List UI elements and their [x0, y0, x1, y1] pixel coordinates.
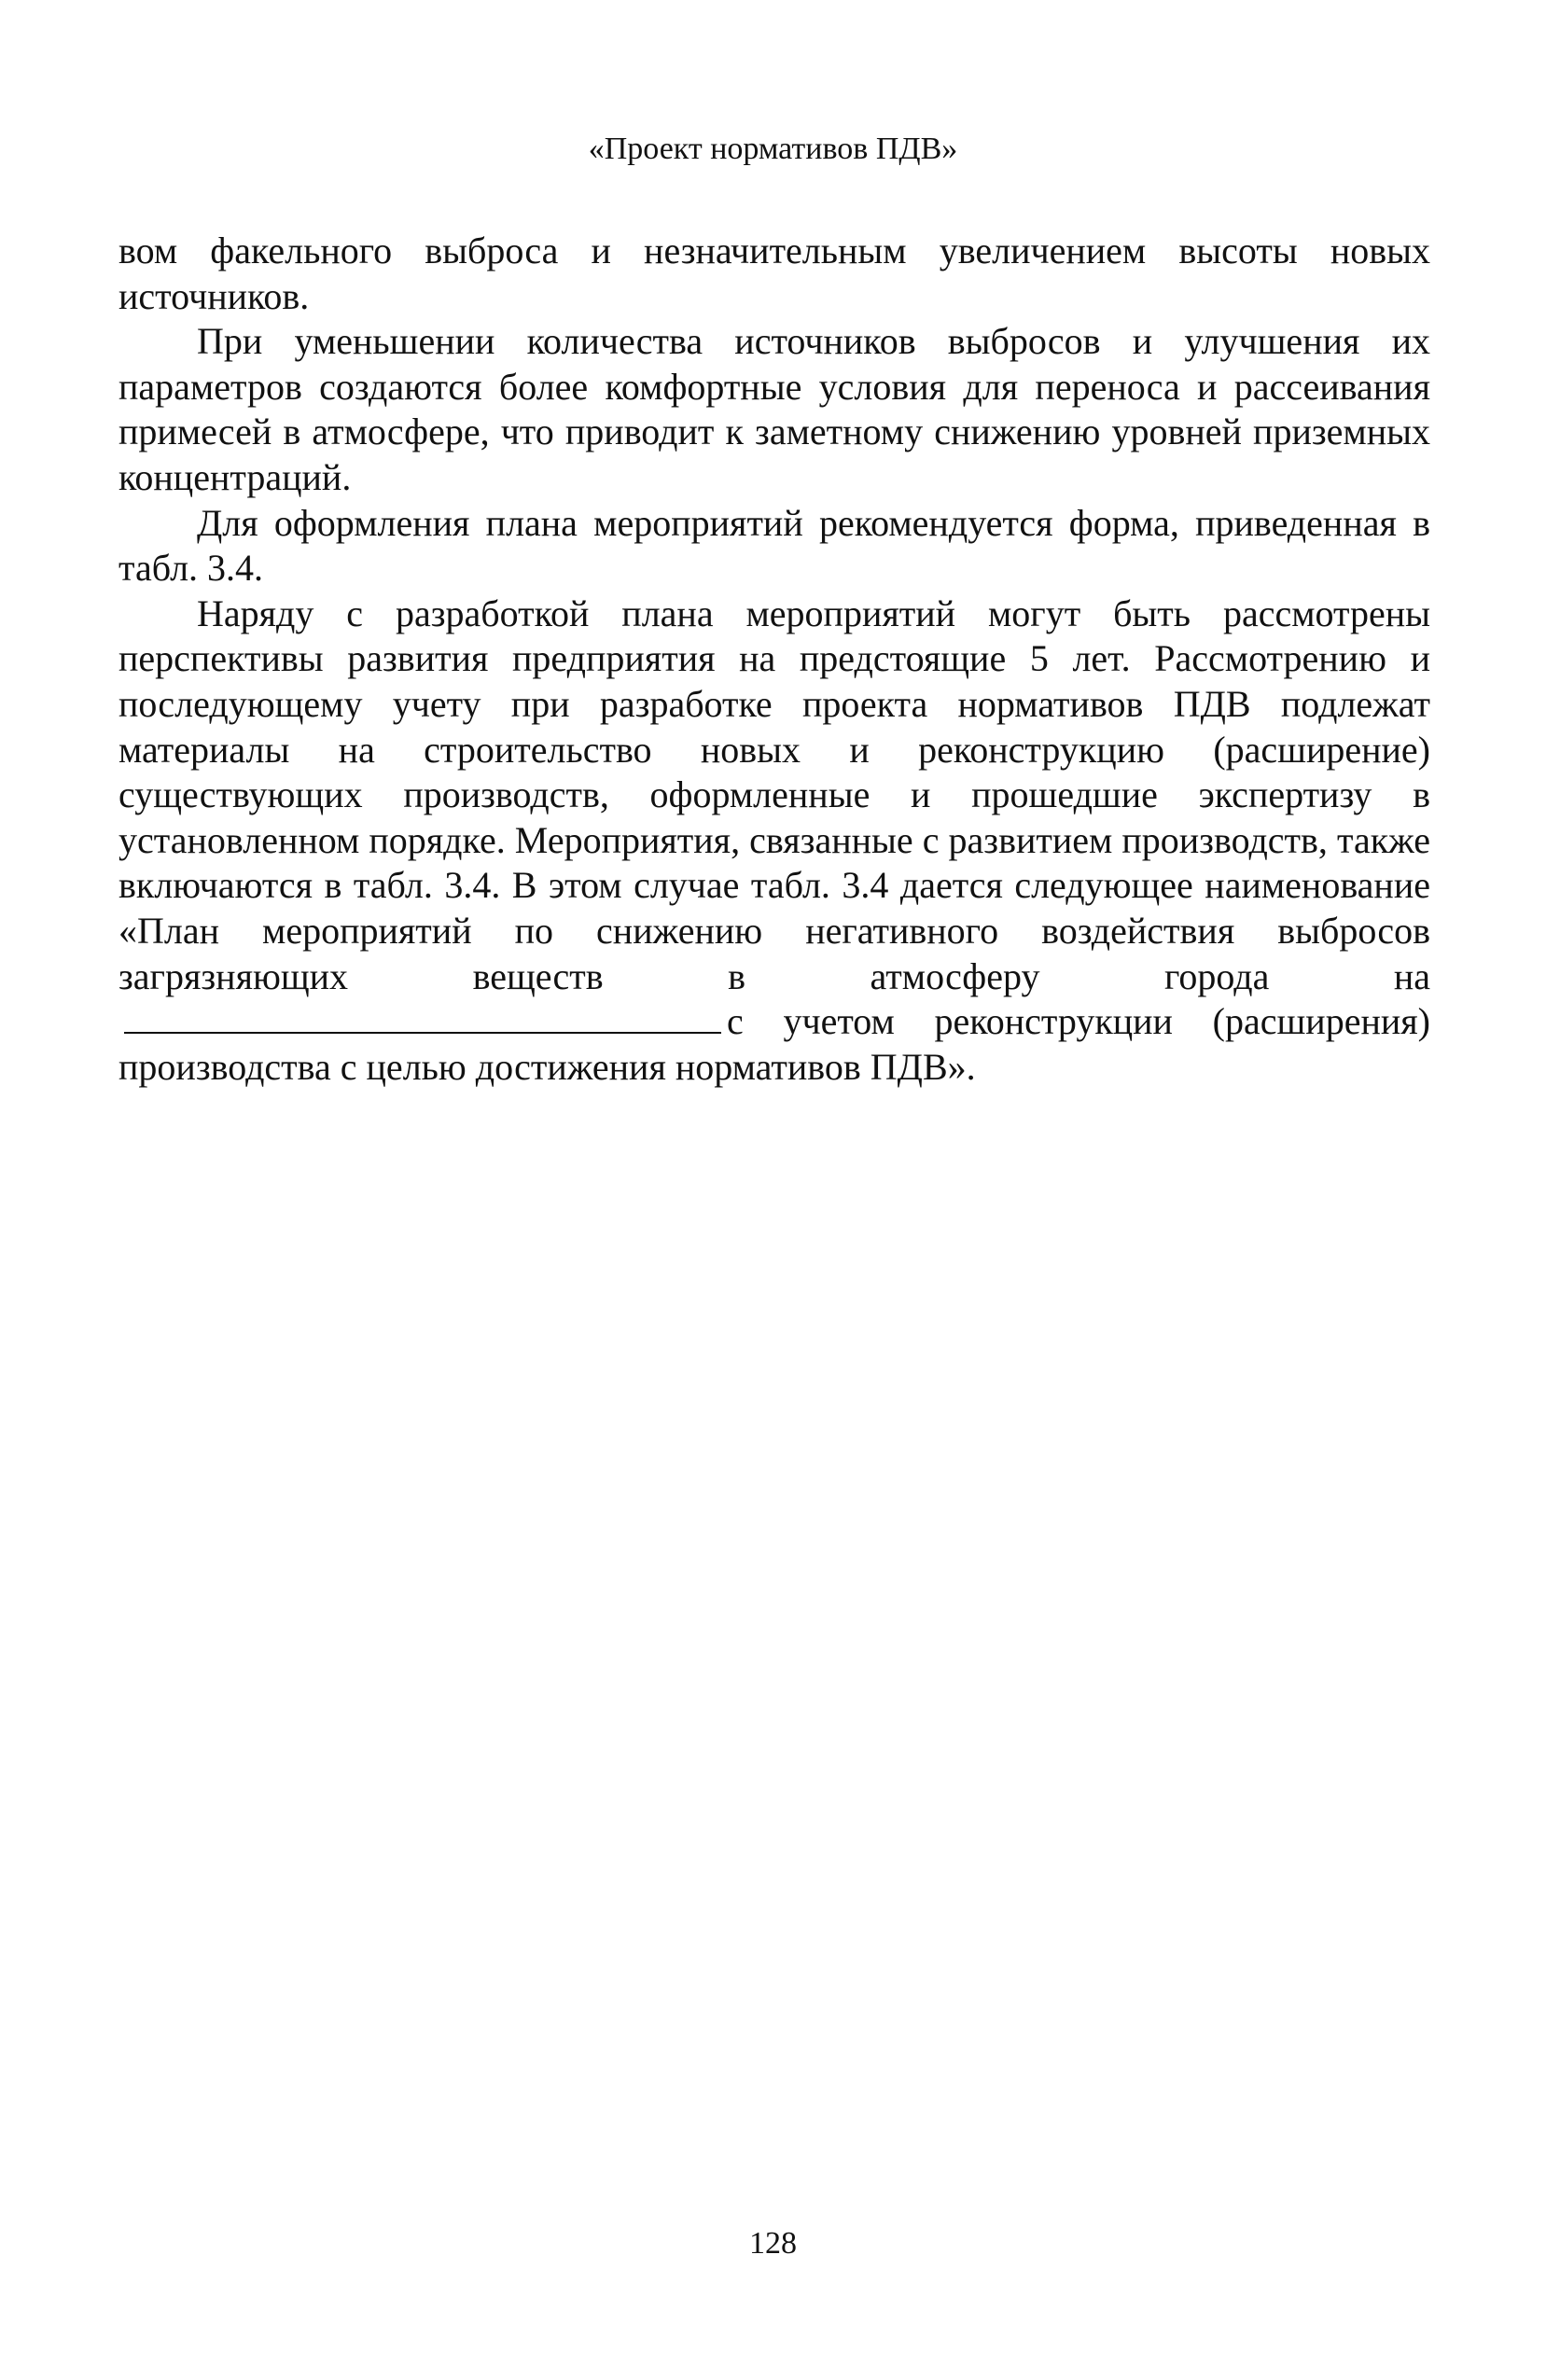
paragraph-sources-reduction: При уменьшении количества источников выбросов и улучшения их параметров создаются более комфортные условия для переноса и рассеивания примесей в атмосфере, что приводит к заметному снижению уровней приземных концентраций. — [118, 320, 1430, 498]
paragraph-development-prospects — [118, 592, 1430, 1091]
page-number: 128 — [749, 2226, 797, 2261]
paragraph-development-text-start: Наряду с разработкой плана мероприятий могут быть рассмотрены перспективы развития предприятия на предстоящие 5 лет. Рассмотрению и последующему учету при разработке проекта нормативов ПДВ подлежат материалы на строительство новых и реконструкцию (расширение) существующих производств, оформленные и прошедшие экспертизу в установленном порядке. Мероприятия, связанные с развитием производств, также включаются в табл. 3.4. В этом случае табл. 3.4 дается следующее наименование «План мероприятий по снижению негативного воздействия выбросов загрязняющих веществ в атмосферу города на — [118, 592, 1430, 997]
fill-in-blank-line — [124, 1000, 721, 1034]
paragraph-development-text-end: с учетом реконструкции (расширения) производства с целью достижения нормативов ПДВ». — [118, 1000, 1430, 1088]
paragraph-plan-form: Для оформления плана мероприятий рекомендуется форма, приведенная в табл. 3.4. — [118, 501, 1430, 590]
running-header: «Проект нормативов ПДВ» — [588, 132, 958, 166]
body-text — [118, 229, 1430, 1090]
paragraph-continuation: вом факельного выброса и незначительным увеличением высоты новых источников. — [118, 230, 1430, 317]
